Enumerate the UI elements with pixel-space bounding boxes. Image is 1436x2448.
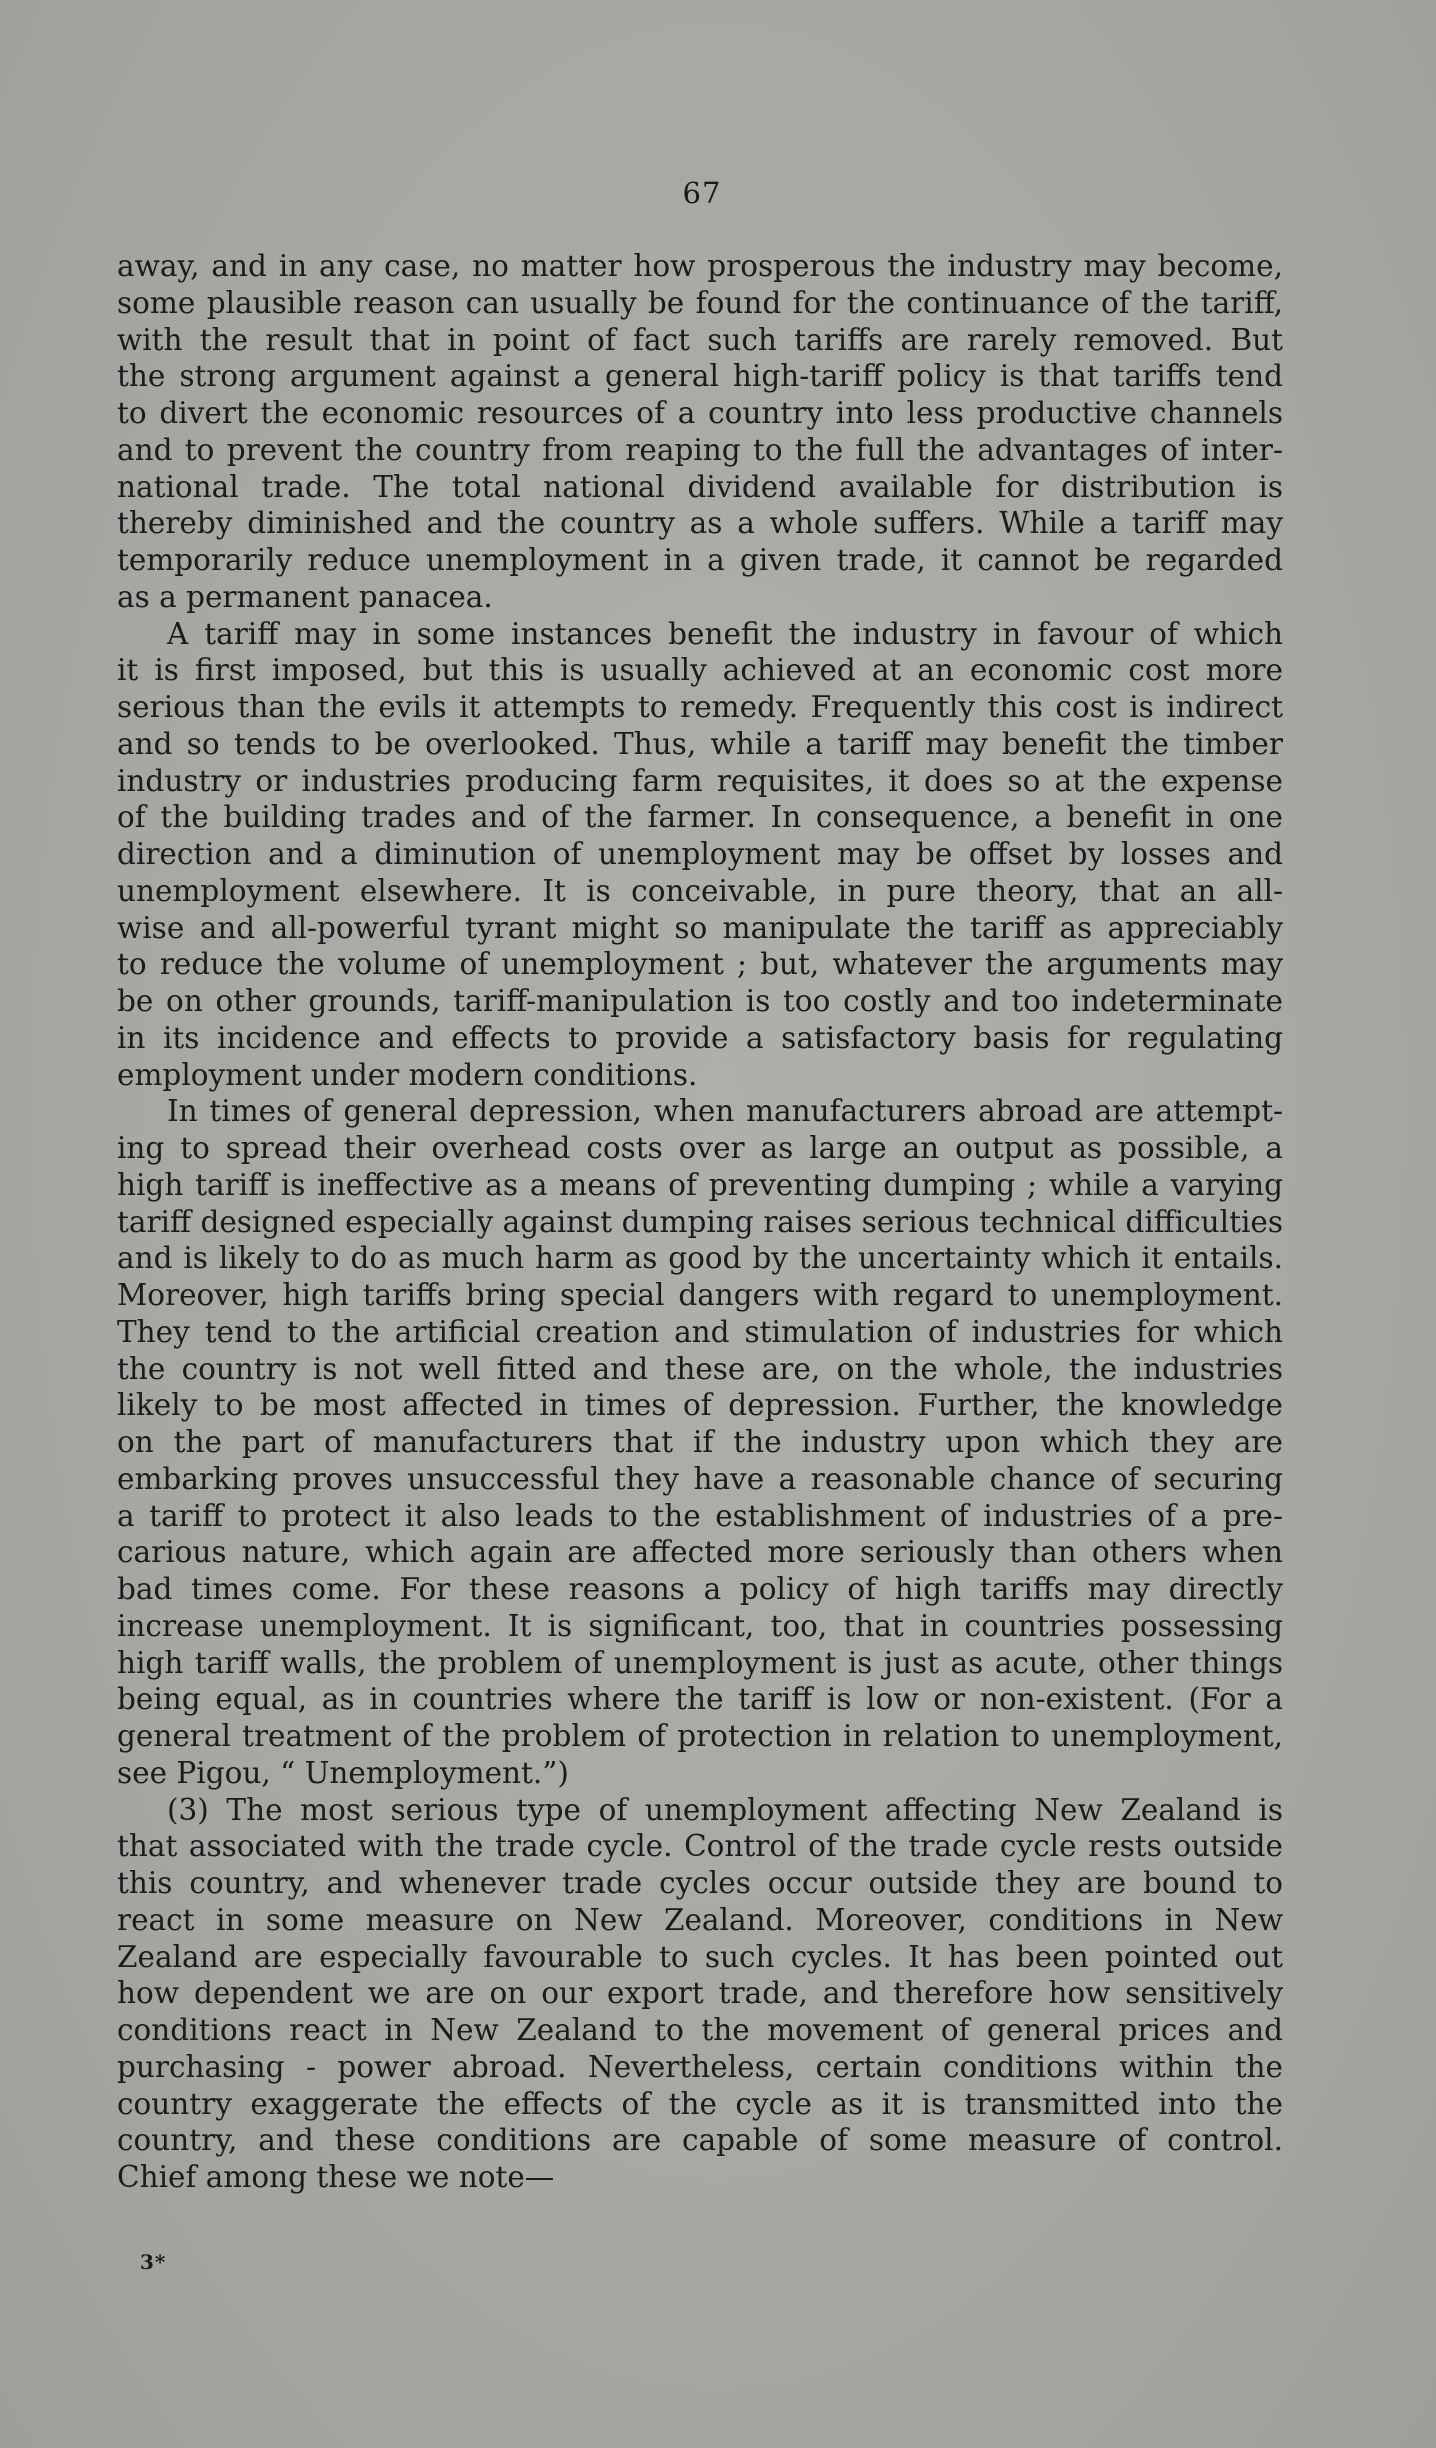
text-line: with the result that in point of fact such tariffs are rarely removed. But bbox=[117, 322, 1283, 357]
text-line: and is likely to do as much harm as good by the uncertainty which it entails. bbox=[117, 1241, 1283, 1276]
text-line: a tariff to protect it also leads to the establishment of industries of a pre- bbox=[117, 1498, 1283, 1533]
signature-mark: 3* bbox=[140, 2250, 167, 2274]
text-line: some plausible reason can usually be found for the continuance of the tariff, bbox=[117, 285, 1283, 320]
paragraph bbox=[117, 1093, 1283, 1791]
paragraph bbox=[117, 616, 1283, 1094]
text-line: and so tends to be overlooked. Thus, while a tariff may benefit the timber bbox=[117, 726, 1283, 761]
text-line: conditions react in New Zealand to the movement of general prices and bbox=[117, 2013, 1283, 2047]
text-line: ing to spread their overhead costs over as large an output as possible, a bbox=[117, 1131, 1283, 1165]
text-line: high tariff is ineffective as a means of preventing dumping ; while a varying bbox=[117, 1167, 1283, 1202]
text-line: as a permanent panacea. bbox=[117, 579, 493, 614]
text-line: national trade. The total national dividend available for distribution is bbox=[117, 469, 1283, 504]
body-text bbox=[117, 248, 1283, 2196]
text-line: unemployment elsewhere. It is conceivable, in pure theory, that an all- bbox=[117, 873, 1283, 908]
text-line: on the part of manufacturers that if the industry upon which they are bbox=[117, 1425, 1283, 1459]
text-line: carious nature, which again are affected more seriously than others when bbox=[117, 1535, 1283, 1570]
text-line: to divert the economic resources of a country into less productive channels bbox=[117, 396, 1283, 430]
text-line: country, and these conditions are capable of some measure of control. bbox=[117, 2123, 1283, 2158]
text-line: embarking proves unsuccessful they have a reasonable chance of securing bbox=[117, 1461, 1283, 1496]
text-line: of the building trades and of the farmer. In consequence, a benefit in one bbox=[117, 800, 1283, 835]
page-number: 67 bbox=[682, 176, 722, 210]
text-line: this country, and whenever trade cycles occur outside they are bound to bbox=[117, 1866, 1283, 1900]
text-line: (3) The most serious type of unemployment affecting New Zealand is bbox=[167, 1792, 1283, 1827]
text-line: tariff designed especially against dumping raises serious technical difficulties bbox=[117, 1204, 1283, 1239]
text-line: wise and all-powerful tyrant might so manipulate the tariff as appreciably bbox=[117, 910, 1283, 945]
text-line: country exaggerate the effects of the cycle as it is transmitted into the bbox=[117, 2086, 1283, 2121]
text-line: serious than the evils it attempts to remedy. Frequently this cost is indirect bbox=[117, 690, 1283, 724]
text-line: bad times come. For these reasons a policy of high tariffs may directly bbox=[117, 1572, 1283, 1606]
text-line: Zealand are especially favourable to such cycles. It has been pointed out bbox=[117, 1939, 1283, 1974]
text-line: Moreover, high tariffs bring special dangers with regard to unemployment. bbox=[117, 1278, 1283, 1312]
text-line: away, and in any case, no matter how prosperous the industry may become, bbox=[117, 249, 1283, 283]
text-line: react in some measure on New Zealand. Moreover, conditions in New bbox=[117, 1902, 1283, 1937]
text-line: likely to be most affected in times of depression. Further, the knowledge bbox=[117, 1388, 1283, 1423]
text-line: that associated with the trade cycle. Control of the trade cycle rests outside bbox=[117, 1829, 1283, 1864]
text-line: being equal, as in countries where the tariff is low or non-existent. (For a bbox=[117, 1682, 1283, 1717]
text-line: They tend to the artificial creation and stimulation of industries for which bbox=[117, 1314, 1283, 1349]
text-line: high tariff walls, the problem of unemployment is just as acute, other things bbox=[117, 1645, 1283, 1680]
text-line: In times of general depression, when manufacturers abroad are attempt- bbox=[167, 1094, 1283, 1129]
text-line: Chief among these we note— bbox=[117, 2160, 555, 2194]
text-line: temporarily reduce unemployment in a given trade, it cannot be regarded bbox=[117, 543, 1283, 577]
text-line: the strong argument against a general high-tariff policy is that tariffs tend bbox=[117, 359, 1283, 394]
text-line: how dependent we are on our export trade, and therefore how sensitively bbox=[117, 1976, 1283, 2011]
text-line: increase unemployment. It is significant, too, that in countries possessing bbox=[117, 1608, 1283, 1643]
text-line: A tariff may in some instances benefit the industry in favour of which bbox=[167, 616, 1283, 651]
text-line: in its incidence and effects to provide a satisfactory basis for regulating bbox=[117, 1020, 1283, 1055]
text-line: the country is not well fitted and these are, on the whole, the industries bbox=[117, 1351, 1283, 1386]
paragraph bbox=[117, 1792, 1283, 2196]
text-line: see Pigou, “ Unemployment.”) bbox=[117, 1755, 569, 1790]
text-line: purchasing - power abroad. Nevertheless, certain conditions within the bbox=[117, 2049, 1283, 2084]
text-line: to reduce the volume of unemployment ; but, whatever the arguments may bbox=[117, 947, 1283, 982]
text-line: direction and a diminution of unemployment may be offset by losses and bbox=[117, 837, 1283, 871]
text-line: it is first imposed, but this is usually achieved at an economic cost more bbox=[117, 653, 1283, 688]
text-line: industry or industries producing farm requisites, it does so at the expense bbox=[117, 763, 1283, 798]
text-line: and to prevent the country from reaping to the full the advantages of inter- bbox=[117, 432, 1283, 467]
text-line: thereby diminished and the country as a whole suffers. While a tariff may bbox=[117, 506, 1283, 541]
text-line: be on other grounds, tariff-manipulation is too costly and too indeterminate bbox=[117, 984, 1283, 1018]
text-line: general treatment of the problem of protection in relation to unemployment, bbox=[117, 1719, 1283, 1753]
text-line: employment under modern conditions. bbox=[117, 1057, 698, 1092]
paragraph bbox=[117, 248, 1283, 616]
